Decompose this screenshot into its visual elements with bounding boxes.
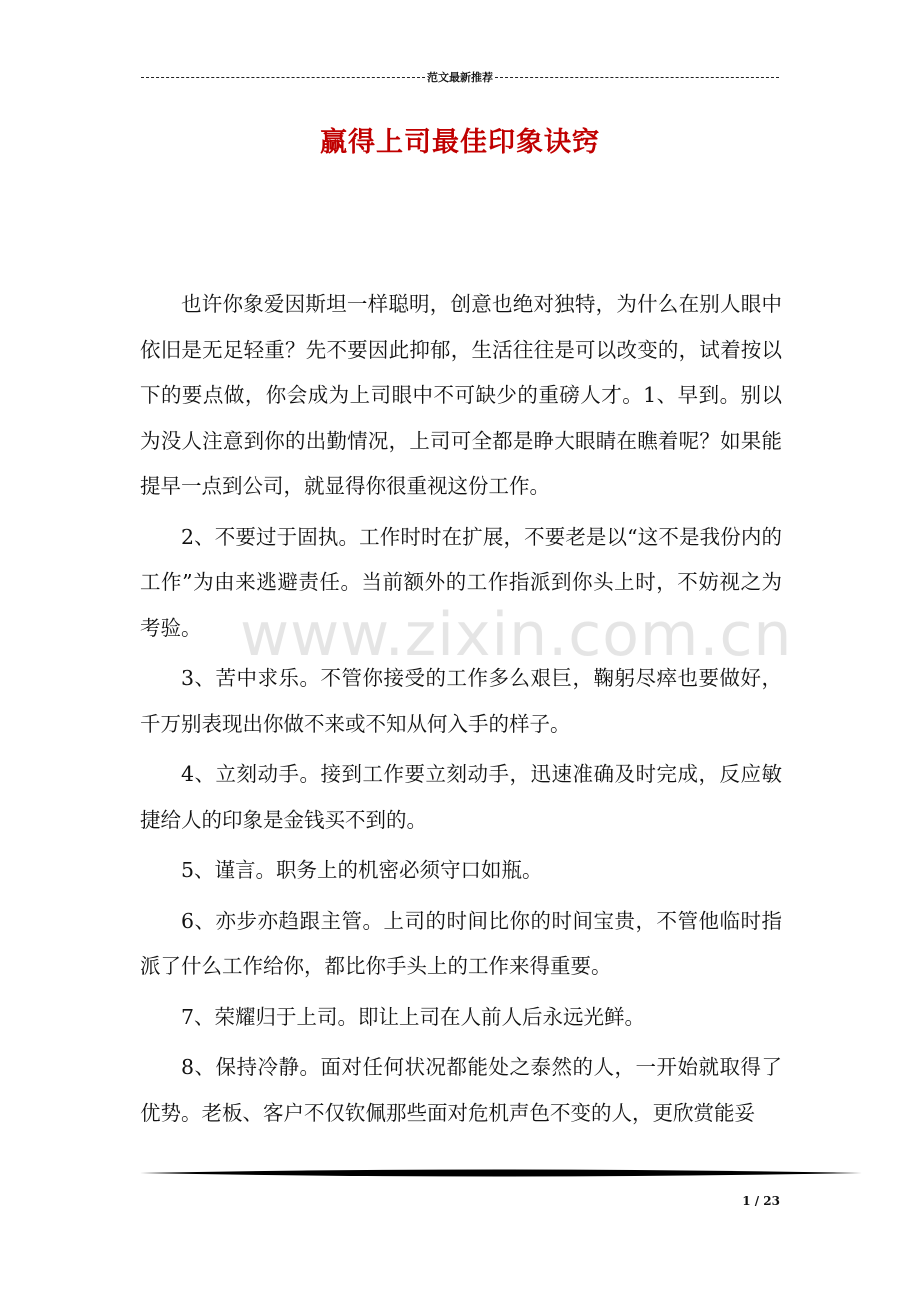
header-dash-left xyxy=(141,77,425,78)
document-body xyxy=(140,282,793,1141)
watermark: www.zixin.com.cn xyxy=(240,600,793,670)
paragraph-5: 5、谨言。职务上的机密必须守口如瓶。 xyxy=(181,858,543,882)
paragraph-6: 6、亦步亦趋跟主管。上司的时间比你的时间宝贵，不管他临时指派了什么工作给你，都比你手头上的工作来得重要。 xyxy=(140,908,782,978)
page-header xyxy=(140,68,780,86)
paragraph-2: 2、不要过于固执。工作时时在扩展，不要老是以“这不是我份内的工作”为由来逃避责任。当前额外的工作指派到你头上时，不妨视之为考验。 xyxy=(140,524,782,640)
document-title: 赢得上司最佳印象诀窍 xyxy=(320,127,600,158)
page-number: 1 / 23 xyxy=(742,1194,780,1208)
paragraph-7: 7、荣耀归于上司。即让上司在人前人后永远光鲜。 xyxy=(181,1004,646,1029)
paragraph-8: 8、保持冷静。面对任何状况都能处之泰然的人，一开始就取得了优势。老板、客户不仅钦佩那些面对危机声色不变的人，更欣赏能妥 xyxy=(140,1055,782,1125)
footer-rule xyxy=(140,1166,862,1180)
paragraph-3: 3、苦中求乐。不管你接受的工作多么艰巨，鞠躬尽瘁也要做好，千万别表现出你做不来或不知从何入手的样子。 xyxy=(140,666,782,736)
header-dash-right xyxy=(495,77,779,78)
paragraph-intro: 也许你象爱因斯坦一样聪明，创意也绝对独特，为什么在别人眼中依旧是无足轻重？先不要因此抑郁，生活往往是可以改变的，试着按以下的要点做，你会成为上司眼中不可缺少的重磅人才。1、早到。别以为没人注意到你的出勤情况，上司可全都是睁大眼睛在瞧着呢？如果能提早一点到公司，就显得你很重视这份工作。 xyxy=(140,292,782,498)
header-label: 范文最新推荐 xyxy=(427,71,493,84)
paragraph-4: 4、立刻动手。接到工作要立刻动手，迅速准确及时完成，反应敏捷给人的印象是金钱买不到的。 xyxy=(140,762,782,832)
